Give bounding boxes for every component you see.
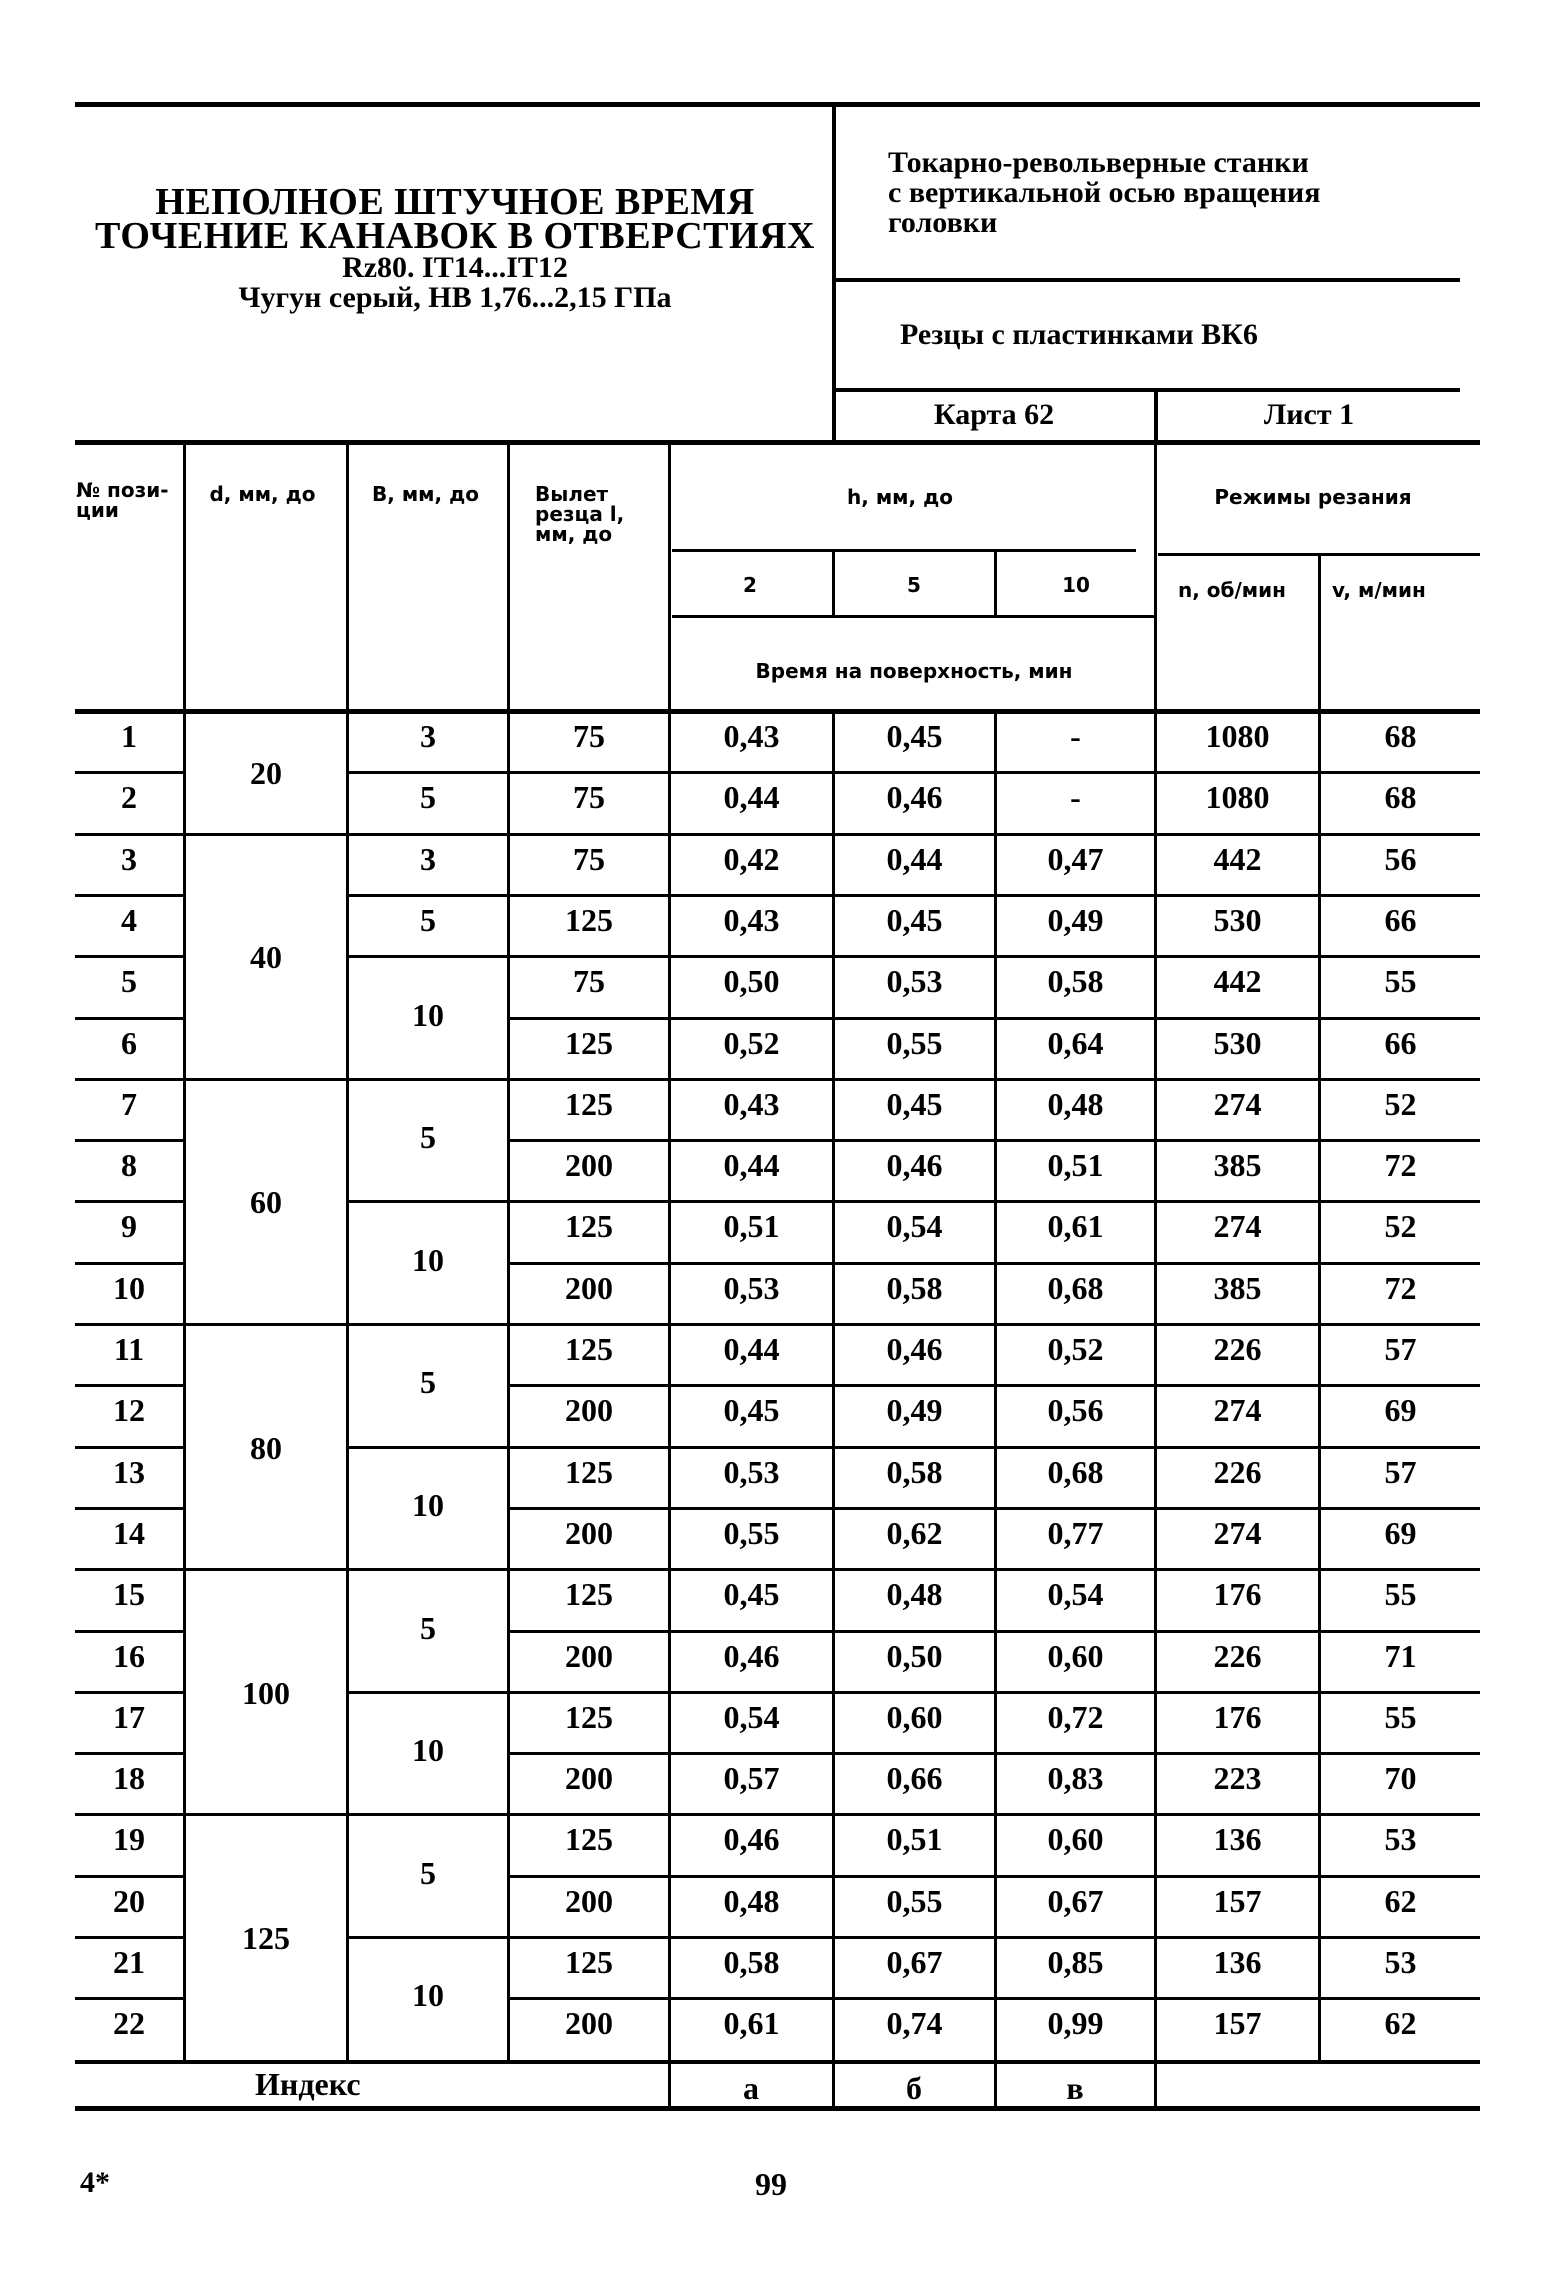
cell-l: 200 [565,1637,613,1674]
cell-l: 125 [565,1331,613,1367]
d-group-value: 125 [242,1920,290,1956]
cell-n: 530 [1213,1024,1262,1061]
cell-t2: 0,42 [723,840,780,877]
cell-v: 69 [1384,1392,1417,1429]
cell-n: 176 [1213,1576,1262,1613]
row-rule-d [184,1078,347,1081]
cell-v: 55 [1384,1576,1417,1613]
row-rule-values [508,1384,1480,1387]
row-rule-b [347,1691,508,1694]
h-values-divider-2 [994,552,997,615]
cell-t2: 0,43 [723,901,780,938]
cell-pos: 21 [113,1944,145,1980]
cell-v: 52 [1384,1085,1417,1122]
cell-v: 52 [1384,1208,1417,1245]
cell-pos: 19 [113,1821,145,1858]
cell-pos: 15 [113,1576,145,1613]
cell-n: 176 [1213,1698,1262,1735]
cell-t10: 0,68 [1047,1269,1104,1306]
b-group-value: 3 [420,718,436,754]
sheet-number: Лист 1 [1263,398,1355,431]
cell-t5: 0,46 [886,779,943,816]
row-rule-values [508,1446,1480,1449]
row-rule-values [508,894,1480,897]
cell-l: 125 [565,1698,613,1735]
machine-line-3: головки [888,206,998,239]
col-header-pos: № пози- ции [76,478,169,522]
cell-t5: 0,66 [886,1760,943,1797]
cell-pos: 8 [121,1147,137,1184]
b-group-value: 5 [420,1609,436,1646]
row-rule-b [347,1200,508,1203]
machine-rule [834,278,1460,282]
cell-t5: 0,50 [886,1637,943,1674]
row-rule-b [347,1813,508,1816]
cell-l: 200 [565,1514,613,1551]
d-group-value: 20 [250,755,282,792]
row-rule-d [184,1568,347,1571]
row-rule-pos [75,1568,183,1571]
cell-n: 274 [1213,1085,1262,1122]
cell-t10: 0,72 [1047,1698,1104,1735]
cell-n: 157 [1213,1882,1262,1919]
cell-pos: 17 [113,1698,145,1735]
cell-n: 1080 [1205,718,1270,754]
b-group-value: 5 [420,779,436,816]
cell-t10: 0,85 [1047,1944,1104,1980]
cell-v: 72 [1384,1147,1417,1184]
cell-t10: 0,54 [1047,1576,1104,1613]
row-rule-pos [75,894,183,897]
cell-t5: 0,74 [886,2005,943,2042]
cell-t2: 0,43 [723,1085,780,1122]
title-line-2: ТОЧЕНИЕ КАНАВОК В ОТВЕРСТИЯХ [95,215,815,257]
footer-signature: 4* [80,2166,110,2199]
cell-v: 66 [1384,901,1417,938]
cell-t5: 0,49 [886,1392,943,1429]
row-rule-pos [75,1936,183,1939]
row-rule-values [508,955,1480,958]
b-group-value: 10 [412,996,444,1033]
cell-t2: 0,48 [723,1882,780,1919]
col-header-h: h, мм, до [847,485,953,509]
cell-v: 57 [1384,1331,1417,1367]
cell-t5: 0,53 [886,963,943,1000]
cell-t10: 0,60 [1047,1637,1104,1674]
cell-pos: 11 [113,1331,145,1367]
cell-l: 125 [565,1453,613,1490]
row-rule-values [508,771,1480,774]
cell-pos: 20 [113,1882,145,1919]
cell-t10: 0,67 [1047,1882,1104,1919]
cell-pos: 16 [113,1637,145,1674]
d-group-value: 60 [250,1184,282,1221]
cell-v: 62 [1384,2005,1417,2042]
cell-n: 274 [1213,1208,1262,1245]
cell-l: 75 [573,840,605,877]
cell-n: 226 [1213,1453,1262,1490]
row-rule-values [508,1997,1480,2000]
cell-l: 75 [573,718,605,754]
row-rule-b [347,1078,508,1081]
cell-l: 200 [565,1269,613,1306]
row-rule-values [508,1752,1480,1755]
cell-n: 226 [1213,1637,1262,1674]
cell-pos: 14 [113,1514,145,1551]
table-bottom-rule [75,2106,1480,2111]
row-rule-b [347,1446,508,1449]
col-header-h-5: 5 [907,573,921,597]
cell-n: 136 [1213,1821,1262,1858]
cell-t10: - [1070,779,1081,816]
cell-t5: 0,45 [886,901,943,938]
cell-t5: 0,46 [886,1331,943,1367]
row-rule-values [508,1323,1480,1326]
b-group-value: 5 [420,901,436,938]
cell-t5: 0,60 [886,1698,943,1735]
index-a: а [743,2070,759,2106]
cell-pos: 13 [113,1453,145,1490]
col-header-modes: Режимы резания [1214,485,1412,509]
row-rule-values [508,1691,1480,1694]
cell-pos: 1 [121,718,137,754]
cell-l: 200 [565,1760,613,1797]
cell-t5: 0,44 [886,840,943,877]
cell-v: 56 [1384,840,1417,877]
col-header-b: В, мм, до [372,482,479,506]
cell-n: 385 [1213,1147,1262,1184]
title-block [90,181,820,314]
cell-v: 62 [1384,1882,1417,1919]
cell-t10: 0,64 [1047,1024,1104,1061]
cell-t2: 0,54 [723,1698,780,1735]
cell-pos: 7 [121,1085,137,1122]
cell-l: 125 [565,1208,613,1245]
row-rule-pos [75,1200,183,1203]
cell-pos: 2 [121,779,137,816]
col-header-time: Время на поверхность, мин [755,659,1073,683]
page-number: 99 [755,2166,787,2202]
cell-pos: 12 [113,1392,145,1429]
row-rule-b [347,1323,508,1326]
cell-pos: 9 [121,1208,137,1245]
col-header-overhang: Вылет резца l, мм, до [535,482,625,546]
cell-pos: 4 [121,901,137,938]
h-values-rule [672,615,1156,618]
d-group-value: 100 [242,1674,290,1711]
row-rule-pos [75,1139,183,1142]
cell-v: 55 [1384,963,1417,1000]
row-rule-pos [75,955,183,958]
index-v: в [1066,2070,1084,2106]
cell-t5: 0,51 [886,1821,943,1858]
row-rule-pos [75,1017,183,1020]
cell-v: 53 [1384,1821,1417,1858]
cell-t5: 0,48 [886,1576,943,1613]
machine-type [888,148,1468,238]
row-rule-values [508,1875,1480,1878]
cell-pos: 10 [113,1269,145,1306]
row-rule-pos [75,1997,183,2000]
machine-line-2: с вертикальной осью вращения [888,176,1321,209]
cell-v: 55 [1384,1698,1417,1735]
cell-t10: 0,68 [1047,1453,1104,1490]
row-rule-b [347,894,508,897]
cell-l: 75 [573,963,605,1000]
cell-n: 1080 [1205,779,1270,816]
row-rule-pos [75,1752,183,1755]
cell-t2: 0,45 [723,1576,780,1613]
cell-n: 157 [1213,2005,1262,2042]
row-rule-pos [75,1630,183,1633]
row-rule-values [508,1017,1480,1020]
cell-n: 274 [1213,1514,1262,1551]
cell-t2: 0,61 [723,2005,780,2042]
cell-n: 223 [1213,1760,1262,1797]
row-rule-values [508,1200,1480,1203]
col-header-h-2: 2 [743,573,757,597]
cell-l: 125 [565,1024,613,1061]
row-rule-d [184,1323,347,1326]
index-label: Индекс [255,2066,361,2102]
cell-t5: 0,67 [886,1944,943,1980]
title-line-1: НЕПОЛНОЕ ШТУЧНОЕ ВРЕМЯ [155,181,755,223]
row-rule-values [508,833,1480,836]
d-group-value: 40 [250,939,282,976]
cell-t10: 0,61 [1047,1208,1104,1245]
cell-t10: 0,56 [1047,1392,1104,1429]
cell-v: 71 [1384,1637,1417,1674]
row-rule-pos [75,833,183,836]
row-rule-pos [75,1813,183,1816]
b-group-value: 10 [412,1241,444,1278]
row-rule-pos [75,1507,183,1510]
row-rule-pos [75,1384,183,1387]
cell-t2: 0,46 [723,1821,780,1858]
cell-t2: 0,52 [723,1024,780,1061]
cell-t5: 0,58 [886,1269,943,1306]
col-header-h-10: 10 [1062,573,1090,597]
cell-t2: 0,45 [723,1392,780,1429]
tool-label: Резцы с пластинками ВК6 [900,318,1258,351]
row-rule-values [508,1568,1480,1571]
header-divider [832,102,836,444]
cell-pos: 18 [113,1760,145,1797]
cell-pos: 5 [121,963,137,1000]
d-group-value: 80 [250,1429,282,1466]
row-rule-pos [75,1323,183,1326]
cell-l: 125 [565,1576,613,1613]
cell-t10: - [1070,718,1081,754]
cell-t5: 0,46 [886,1147,943,1184]
cell-t2: 0,43 [723,718,780,754]
cell-t2: 0,44 [723,779,780,816]
cell-v: 57 [1384,1453,1417,1490]
cell-n: 136 [1213,1944,1262,1980]
h-values-divider-1 [832,552,835,615]
cell-t2: 0,53 [723,1453,780,1490]
cell-pos: 22 [113,2005,145,2042]
row-rule-pos [75,771,183,774]
cell-t5: 0,55 [886,1024,943,1061]
b-group-value: 5 [420,1854,436,1891]
row-rule-values [508,1262,1480,1265]
col-header-n: n, об/мин [1178,578,1286,602]
b-group-value: 10 [412,1977,444,2014]
cell-v: 68 [1384,779,1417,816]
nv-header-divider [1318,556,1321,710]
cell-t10: 0,83 [1047,1760,1104,1797]
row-rule-pos [75,1446,183,1449]
cell-l: 200 [565,1392,613,1429]
cell-t10: 0,51 [1047,1147,1104,1184]
cell-t10: 0,49 [1047,901,1104,938]
row-rule-d [184,1813,347,1816]
row-rule-pos [75,1875,183,1878]
row-rule-values [508,1936,1480,1939]
cell-n: 442 [1213,963,1262,1000]
row-rule-values [508,1813,1480,1816]
cell-t2: 0,44 [723,1331,780,1367]
row-rule-d [184,833,347,836]
cell-n: 274 [1213,1392,1262,1429]
row-rule-values [508,1507,1480,1510]
cell-v: 53 [1384,1944,1417,1980]
title-line-3: Rz80. IT14...IT12 [342,251,568,284]
card-number: Карта 62 [933,398,1055,431]
cell-v: 70 [1384,1760,1417,1797]
cell-t10: 0,52 [1047,1331,1104,1367]
b-group-value: 10 [412,1486,444,1523]
row-rule-b [347,955,508,958]
cell-t5: 0,55 [886,1882,943,1919]
row-rule-b [347,1936,508,1939]
cell-t10: 0,99 [1047,2005,1104,2042]
row-rule-values [508,1139,1480,1142]
cell-t10: 0,47 [1047,840,1104,877]
cell-t2: 0,53 [723,1269,780,1306]
index-b: б [906,2070,922,2106]
cell-t2: 0,57 [723,1760,780,1797]
cell-t5: 0,54 [886,1208,943,1245]
cell-n: 226 [1213,1331,1262,1367]
cell-n: 385 [1213,1269,1262,1306]
cell-t5: 0,45 [886,1085,943,1122]
title-line-4: Чугун серый, НВ 1,76...2,15 ГПа [238,281,672,314]
cell-v: 68 [1384,718,1417,754]
cell-v: 69 [1384,1514,1417,1551]
row-rule-b [347,771,508,774]
row-rule-b [347,1568,508,1571]
cell-t2: 0,46 [723,1637,780,1674]
cell-n: 530 [1213,901,1262,938]
cell-t10: 0,48 [1047,1085,1104,1122]
cell-t2: 0,51 [723,1208,780,1245]
cell-t5: 0,45 [886,718,943,754]
cell-n: 442 [1213,840,1262,877]
row-rule-pos [75,1691,183,1694]
b-group-value: 3 [420,840,436,877]
tool-rule [834,388,1460,392]
h-header-rule [672,549,1136,552]
cell-l: 125 [565,1085,613,1122]
cell-t5: 0,62 [886,1514,943,1551]
top-rule [75,102,1480,107]
cell-v: 66 [1384,1024,1417,1061]
table-top-rule [75,440,1480,445]
cell-l: 125 [565,901,613,938]
cell-t2: 0,44 [723,1147,780,1184]
b-group-value: 5 [420,1364,436,1401]
cell-t10: 0,60 [1047,1821,1104,1858]
row-rule-b [347,833,508,836]
cell-t2: 0,55 [723,1514,780,1551]
cell-t2: 0,50 [723,963,780,1000]
row-rule-values [508,1630,1480,1633]
b-group-value: 5 [420,1119,436,1156]
col-header-d: d, мм, до [209,482,316,506]
cell-t10: 0,58 [1047,963,1104,1000]
row-rule-pos [75,1078,183,1081]
col-header-v: v, м/мин [1332,578,1426,602]
row-rule-pos [75,1262,183,1265]
cell-pos: 6 [121,1024,137,1061]
cell-pos: 3 [121,840,137,877]
b-group-value: 10 [412,1732,444,1769]
cell-t5: 0,58 [886,1453,943,1490]
cell-v: 72 [1384,1269,1417,1306]
cell-l: 200 [565,2005,613,2042]
cell-l: 200 [565,1882,613,1919]
machine-line-1: Токарно-револьверные станки [888,146,1309,179]
cell-t10: 0,77 [1047,1514,1104,1551]
cell-l: 200 [565,1147,613,1184]
row-rule-values [508,1078,1480,1081]
cell-t2: 0,58 [723,1944,780,1980]
cell-l: 125 [565,1821,613,1858]
cell-l: 125 [565,1944,613,1980]
cell-l: 75 [573,779,605,816]
